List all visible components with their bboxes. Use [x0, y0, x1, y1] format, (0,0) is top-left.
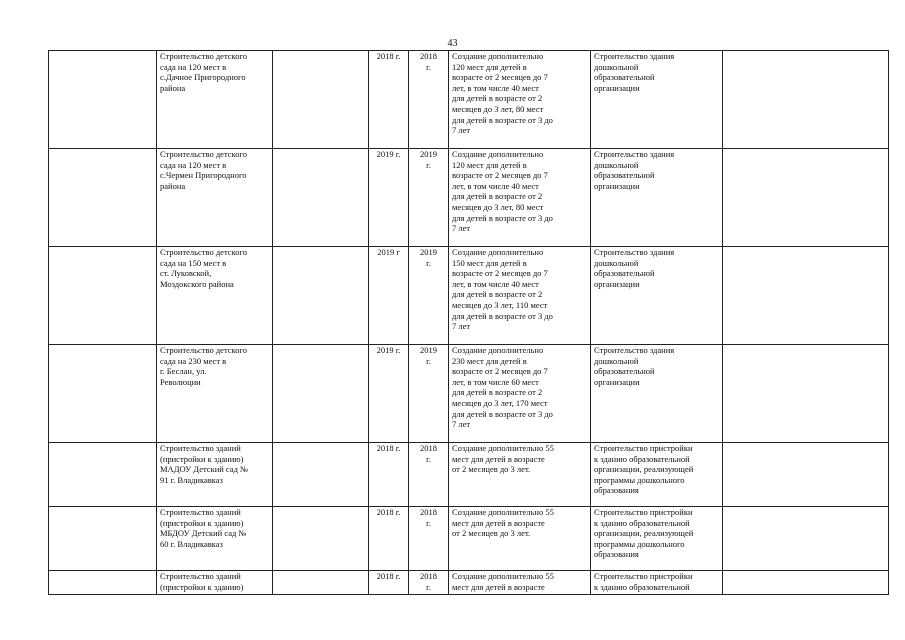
- object-name-cell-line: Строительство зданий: [160, 507, 241, 517]
- object-name-cell: [157, 149, 273, 247]
- purpose-cell-line: образования: [594, 549, 639, 560]
- table-row: [49, 443, 889, 507]
- result-cell-line: мест для детей в возрасте: [452, 453, 545, 464]
- empty-cell: [273, 345, 369, 443]
- purpose-cell: [591, 51, 723, 149]
- purpose-cell-line: к зданию образовательной: [594, 581, 690, 592]
- result-cell-line: от 2 месяцев до 3 лет.: [452, 528, 531, 539]
- program-table: [48, 50, 889, 595]
- end-year-cell: [409, 247, 449, 345]
- end-year-cell-line: 2018: [420, 443, 437, 453]
- object-name-cell-line: района: [160, 82, 186, 93]
- purpose-cell-line: Строительство здания: [594, 247, 675, 257]
- result-cell-line: Создание дополнительно: [452, 51, 544, 61]
- result-cell-line: Создание дополнительно 55: [452, 443, 554, 453]
- empty-cell: [49, 571, 157, 595]
- start-year-cell-line: 2019 г: [377, 247, 400, 257]
- end-year-cell: [409, 507, 449, 571]
- purpose-cell-line: образовательной: [594, 72, 655, 83]
- end-year-cell-line: 2018: [420, 51, 437, 61]
- end-year-cell-line: 2019: [420, 345, 437, 355]
- empty-cell: [273, 443, 369, 507]
- result-cell-line: возрасте от 2 месяцев до 7: [452, 268, 548, 279]
- object-name-cell: [157, 247, 273, 345]
- result-cell-line: Создание дополнительно: [452, 149, 544, 159]
- purpose-cell-line: организации: [594, 82, 640, 93]
- object-name-cell-line: (пристройки к зданию): [160, 517, 244, 528]
- empty-cell: [723, 571, 889, 595]
- result-cell-line: 7 лет: [452, 223, 471, 234]
- object-name-cell-line: Моздокского района: [160, 278, 234, 289]
- purpose-cell: [591, 443, 723, 507]
- purpose-cell: [591, 149, 723, 247]
- object-name-cell-line: 91 г. Владикавказ: [160, 474, 223, 485]
- empty-cell: [723, 247, 889, 345]
- end-year-cell-line: 2018: [420, 571, 437, 581]
- page-number: 43: [447, 38, 458, 49]
- end-year-cell-line: г.: [426, 581, 431, 592]
- result-cell-line: возрасте от 2 месяцев до 7: [452, 72, 548, 83]
- result-cell-line: для детей в возрасте от 2: [452, 93, 543, 104]
- result-cell-line: для детей в возрасте от 3 до: [452, 310, 553, 321]
- result-cell-line: Создание дополнительно 55: [452, 571, 554, 581]
- start-year-cell: [369, 51, 409, 149]
- start-year-cell: [369, 507, 409, 571]
- purpose-cell: [591, 571, 723, 595]
- result-cell: [449, 149, 591, 247]
- table-row: [49, 51, 889, 149]
- purpose-cell-line: программы дошкольного: [594, 474, 685, 485]
- result-cell: [449, 247, 591, 345]
- purpose-cell-line: Строительство пристройки: [594, 507, 693, 517]
- purpose-cell-line: образовательной: [594, 268, 655, 279]
- object-name-cell-line: с.Дачное Пригородного: [160, 72, 246, 83]
- object-name-cell: [157, 345, 273, 443]
- end-year-cell-line: г.: [426, 257, 431, 268]
- table-row: [49, 507, 889, 571]
- end-year-cell-line: г.: [426, 61, 431, 72]
- result-cell-line: Создание дополнительно 55: [452, 507, 554, 517]
- purpose-cell-line: организации, реализующей: [594, 528, 694, 539]
- result-cell-line: Создание дополнительно: [452, 247, 544, 257]
- start-year-cell-line: 2018 г.: [376, 507, 401, 517]
- result-cell-line: для детей в возрасте от 2: [452, 289, 543, 300]
- purpose-cell-line: организации: [594, 376, 640, 387]
- result-cell: [449, 571, 591, 595]
- purpose-cell-line: организации: [594, 278, 640, 289]
- purpose-cell-line: дошкольной: [594, 257, 639, 268]
- result-cell-line: 120 мест для детей в: [452, 159, 527, 170]
- object-name-cell: [157, 507, 273, 571]
- result-cell-line: для детей в возрасте от 3 до: [452, 114, 553, 125]
- start-year-cell-line: 2019 г.: [376, 149, 401, 159]
- end-year-cell: [409, 51, 449, 149]
- purpose-cell-line: образовательной: [594, 170, 655, 181]
- empty-cell: [49, 507, 157, 571]
- object-name-cell-line: МБДОУ Детский сад №: [160, 528, 247, 539]
- empty-cell: [723, 345, 889, 443]
- object-name-cell-line: Революции: [160, 376, 201, 387]
- object-name-cell: [157, 51, 273, 149]
- purpose-cell-line: к зданию образовательной: [594, 517, 690, 528]
- start-year-cell-line: 2018 г.: [376, 51, 401, 61]
- result-cell-line: для детей в возрасте от 3 до: [452, 212, 553, 223]
- end-year-cell-line: г.: [426, 355, 431, 366]
- empty-cell: [49, 443, 157, 507]
- end-year-cell-line: г.: [426, 517, 431, 528]
- purpose-cell-line: Строительство здания: [594, 345, 675, 355]
- empty-cell: [723, 443, 889, 507]
- table-row: [49, 149, 889, 247]
- empty-cell: [273, 247, 369, 345]
- end-year-cell-line: 2019: [420, 149, 437, 159]
- result-cell-line: для детей в возрасте от 3 до: [452, 408, 553, 419]
- result-cell-line: мест для детей в возрасте: [452, 581, 545, 592]
- purpose-cell-line: к зданию образовательной: [594, 453, 690, 464]
- end-year-cell-line: 2018: [420, 507, 437, 517]
- object-name-cell-line: сада на 120 мест в: [160, 61, 227, 72]
- purpose-cell-line: Строительство здания: [594, 51, 675, 61]
- start-year-cell: [369, 345, 409, 443]
- result-cell: [449, 345, 591, 443]
- purpose-cell-line: программы дошкольного: [594, 538, 685, 549]
- start-year-cell-line: 2018 г.: [376, 571, 401, 581]
- result-cell-line: от 2 месяцев до 3 лет.: [452, 464, 531, 475]
- end-year-cell: [409, 571, 449, 595]
- empty-cell: [49, 51, 157, 149]
- result-cell-line: лет, в том числе 60 мест: [452, 376, 539, 387]
- purpose-cell-line: Строительство пристройки: [594, 443, 693, 453]
- result-cell-line: лет, в том числе 40 мест: [452, 278, 539, 289]
- result-cell-line: возрасте от 2 месяцев до 7: [452, 366, 548, 377]
- table-row: [49, 247, 889, 345]
- result-cell-line: 7 лет: [452, 125, 471, 136]
- end-year-cell-line: г.: [426, 159, 431, 170]
- object-name-cell-line: (пристройки к зданию): [160, 581, 244, 592]
- result-cell-line: Создание дополнительно: [452, 345, 544, 355]
- result-cell: [449, 51, 591, 149]
- start-year-cell: [369, 247, 409, 345]
- object-name-cell-line: Строительство детского: [160, 247, 248, 257]
- object-name-cell-line: района: [160, 180, 186, 191]
- result-cell-line: 7 лет: [452, 419, 471, 430]
- purpose-cell-line: образования: [594, 485, 639, 496]
- result-cell-line: лет, в том числе 40 мест: [452, 180, 539, 191]
- purpose-cell-line: организации, реализующей: [594, 464, 694, 475]
- empty-cell: [723, 51, 889, 149]
- object-name-cell: [157, 443, 273, 507]
- result-cell-line: для детей в возрасте от 2: [452, 387, 543, 398]
- purpose-cell-line: образовательной: [594, 366, 655, 377]
- object-name-cell-line: Строительство детского: [160, 345, 248, 355]
- object-name-cell-line: Строительство зданий: [160, 443, 241, 453]
- result-cell-line: 7 лет: [452, 321, 471, 332]
- start-year-cell: [369, 149, 409, 247]
- start-year-cell-line: 2019 г.: [376, 345, 401, 355]
- result-cell-line: месяцев до 3 лет, 170 мест: [452, 397, 548, 408]
- end-year-cell: [409, 443, 449, 507]
- object-name-cell-line: с.Чермен Пригородного: [160, 170, 247, 181]
- result-cell-line: месяцев до 3 лет, 110 мест: [452, 299, 548, 310]
- result-cell-line: мест для детей в возрасте: [452, 517, 545, 528]
- purpose-cell: [591, 507, 723, 571]
- object-name-cell-line: (пристройки к зданию): [160, 453, 244, 464]
- purpose-cell: [591, 345, 723, 443]
- result-cell-line: лет, в том числе 40 мест: [452, 82, 539, 93]
- empty-cell: [273, 507, 369, 571]
- object-name-cell-line: ст. Луковской,: [160, 268, 212, 279]
- purpose-cell-line: дошкольной: [594, 355, 639, 366]
- result-cell-line: месяцев до 3 лет, 80 мест: [452, 103, 544, 114]
- empty-cell: [49, 149, 157, 247]
- object-name-cell-line: Строительство зданий: [160, 571, 241, 581]
- empty-cell: [723, 507, 889, 571]
- empty-cell: [273, 149, 369, 247]
- object-name-cell: [157, 571, 273, 595]
- result-cell: [449, 443, 591, 507]
- object-name-cell-line: Строительство детского: [160, 149, 248, 159]
- empty-cell: [49, 345, 157, 443]
- result-cell-line: возрасте от 2 месяцев до 7: [452, 170, 548, 181]
- purpose-cell-line: дошкольной: [594, 61, 639, 72]
- end-year-cell-line: 2019: [420, 247, 437, 257]
- purpose-cell-line: Строительство здания: [594, 149, 675, 159]
- object-name-cell-line: сада на 230 мест в: [160, 355, 227, 366]
- start-year-cell-line: 2018 г.: [376, 443, 401, 453]
- empty-cell: [273, 571, 369, 595]
- object-name-cell-line: МАДОУ Детский сад №: [160, 464, 249, 475]
- purpose-cell-line: дошкольной: [594, 159, 639, 170]
- result-cell-line: для детей в возрасте от 2: [452, 191, 543, 202]
- object-name-cell-line: 60 г. Владикавказ: [160, 538, 223, 549]
- object-name-cell-line: сада на 150 мест в: [160, 257, 227, 268]
- object-name-cell-line: г. Беслан, ул.: [160, 366, 207, 377]
- empty-cell: [49, 247, 157, 345]
- table-row: [49, 571, 889, 595]
- result-cell: [449, 507, 591, 571]
- end-year-cell: [409, 345, 449, 443]
- empty-cell: [723, 149, 889, 247]
- result-cell-line: месяцев до 3 лет, 80 мест: [452, 201, 544, 212]
- empty-cell: [273, 51, 369, 149]
- start-year-cell: [369, 443, 409, 507]
- result-cell-line: 230 мест для детей в: [452, 355, 527, 366]
- table-row: [49, 345, 889, 443]
- purpose-cell-line: организации: [594, 180, 640, 191]
- result-cell-line: 150 мест для детей в: [452, 257, 527, 268]
- end-year-cell: [409, 149, 449, 247]
- object-name-cell-line: сада на 120 мест в: [160, 159, 227, 170]
- purpose-cell: [591, 247, 723, 345]
- purpose-cell-line: Строительство пристройки: [594, 571, 693, 581]
- end-year-cell-line: г.: [426, 453, 431, 464]
- result-cell-line: 120 мест для детей в: [452, 61, 527, 72]
- start-year-cell: [369, 571, 409, 595]
- object-name-cell-line: Строительство детского: [160, 51, 248, 61]
